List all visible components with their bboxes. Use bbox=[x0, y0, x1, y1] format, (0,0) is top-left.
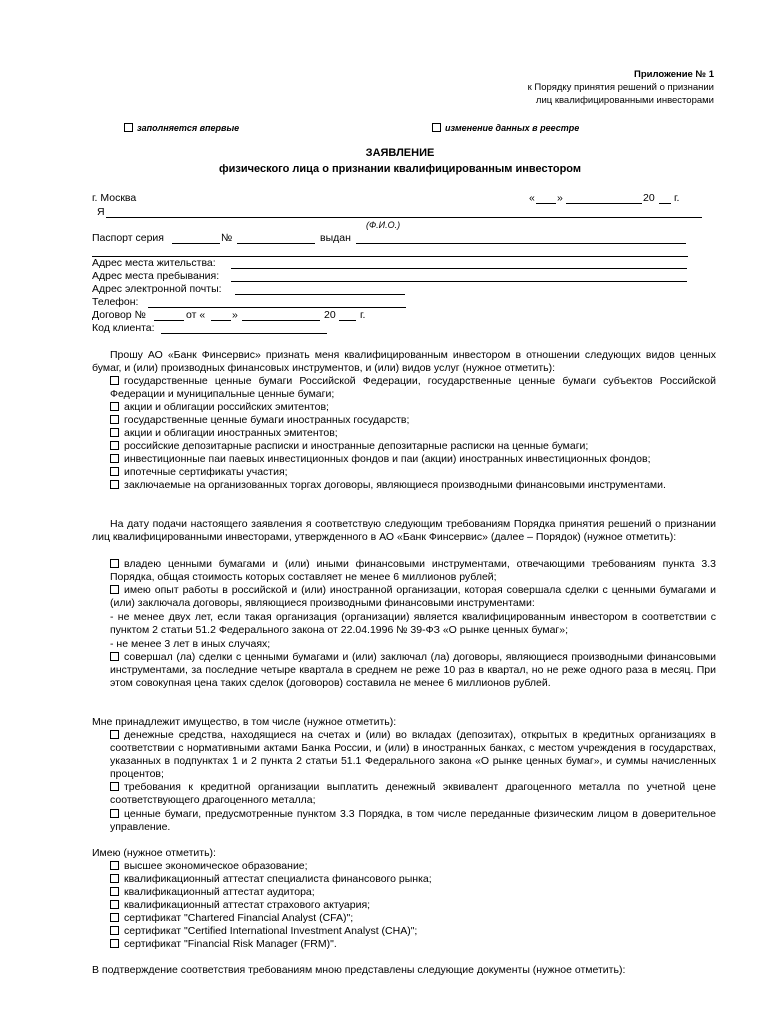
checkbox-icon[interactable] bbox=[110, 376, 119, 385]
section-3-item[interactable] bbox=[110, 781, 716, 807]
section-4-item-text: квалификационный аттестат аудитора; bbox=[124, 886, 315, 898]
stay-field[interactable] bbox=[231, 281, 687, 282]
checkbox-icon[interactable] bbox=[110, 559, 119, 568]
passport-number-field[interactable] bbox=[237, 243, 315, 244]
contract-day-field[interactable] bbox=[211, 320, 231, 321]
section-2-intro bbox=[92, 518, 716, 544]
section-5-intro-text: В подтверждение соответствия требованиям мною представлены следующие документы (нужное отметить): bbox=[92, 964, 626, 976]
check-first-time-label: заполняется впервые bbox=[137, 123, 240, 133]
section-2-item-text: имею опыт работы в российской и (или) иностранной организации, которая совершала сделки с ценными бумагами и (или) заключала договоры, являющиеся производными финансовыми инструментами: bbox=[110, 584, 716, 609]
date-year-suffix: г. bbox=[674, 192, 680, 204]
checkbox-icon[interactable] bbox=[110, 900, 119, 909]
section-4-item-text: сертификат "Certified International Investment Analyst (CHA)"; bbox=[124, 925, 418, 937]
section-4-item[interactable] bbox=[110, 912, 716, 925]
section-4-item-text: сертификат "Chartered Financial Analyst (CFA)"; bbox=[124, 912, 354, 924]
checkbox-icon[interactable] bbox=[110, 782, 119, 791]
checkbox-icon[interactable] bbox=[110, 415, 119, 424]
section-4-item-text: квалификационный аттестат страхового актуария; bbox=[124, 899, 371, 911]
passport-label: Паспорт серия bbox=[92, 232, 164, 244]
phone-label: Телефон: bbox=[92, 296, 139, 308]
checkbox-icon[interactable] bbox=[110, 652, 119, 661]
section-4-intro-text: Имею (нужное отметить): bbox=[92, 847, 216, 859]
section-4-item[interactable] bbox=[110, 873, 716, 886]
checkbox-icon[interactable] bbox=[110, 926, 119, 935]
contract-number-field[interactable] bbox=[154, 320, 184, 321]
section-1-item[interactable] bbox=[110, 453, 716, 466]
section-3-item-text: денежные средства, находящиеся на счетах и (или) во вкладах (депозитах), открытых в кредитных организациях в соответствии с нормативными актами Банка России, и (или) в иностранных банках, с местом учреждения в государствах, указанных в подпунктах 1 и 2 пункта 2 статьи 51.1 Федерального закона «О рынке ценных бумаг», и суммы начисленных процентов; bbox=[110, 729, 716, 780]
contract-close: » bbox=[232, 309, 238, 321]
email-label: Адрес электронной почты: bbox=[92, 283, 222, 295]
section-1-item[interactable] bbox=[110, 427, 716, 440]
section-3-item[interactable] bbox=[110, 729, 716, 781]
section-1-item-text: государственные ценные бумаги Российской Федерации, государственные ценные бумаги субъектов Российской Федерации и муниципальные ценные бумаги; bbox=[110, 375, 716, 400]
section-1-item-text: государственные ценные бумаги иностранных государств; bbox=[124, 414, 410, 426]
section-1-item-text: заключаемые на организованных торгах договоры, являющиеся производными финансовыми инструментами. bbox=[124, 479, 666, 491]
checkbox-icon[interactable] bbox=[124, 123, 133, 132]
section-4-item[interactable] bbox=[110, 899, 716, 912]
section-1-item[interactable] bbox=[110, 414, 716, 427]
section-4-item[interactable] bbox=[110, 886, 716, 899]
issued-field[interactable] bbox=[356, 243, 686, 244]
residence-label: Адрес места жительства: bbox=[92, 257, 216, 269]
section-3-item[interactable] bbox=[110, 808, 716, 834]
date-year-field[interactable] bbox=[659, 203, 671, 204]
section-4-item[interactable] bbox=[110, 860, 716, 873]
section-2-item-holdings[interactable] bbox=[110, 558, 716, 584]
checkbox-icon[interactable] bbox=[110, 913, 119, 922]
phone-field[interactable] bbox=[148, 307, 406, 308]
contract-from: от « bbox=[186, 309, 206, 321]
fio-hint: (Ф.И.О.) bbox=[366, 220, 401, 230]
checkbox-icon[interactable] bbox=[110, 402, 119, 411]
section-3-intro-text: Мне принадлежит имущество, в том числе (нужное отметить): bbox=[92, 716, 397, 728]
issued-label: выдан bbox=[320, 232, 351, 244]
checkbox-icon[interactable] bbox=[110, 585, 119, 594]
checkbox-icon[interactable] bbox=[110, 454, 119, 463]
section-1-item-text: российские депозитарные расписки и иностранные депозитарные расписки на ценные бумаги; bbox=[124, 440, 589, 452]
date-day-field[interactable] bbox=[536, 203, 556, 204]
section-1-item[interactable] bbox=[110, 466, 716, 479]
document-subtitle: физического лица о признании квалифицированным инвестором bbox=[218, 163, 582, 175]
section-1-item-text: акции и облигации российских эмитентов; bbox=[124, 401, 329, 413]
section-4-item-text: сертификат "Financial Risk Manager (FRM)". bbox=[124, 938, 337, 950]
checkbox-icon[interactable] bbox=[110, 441, 119, 450]
section-2-item-trades[interactable] bbox=[110, 651, 716, 690]
check-data-change-label: изменение данных в реестре bbox=[445, 123, 580, 133]
section-4-intro bbox=[92, 847, 716, 860]
section-1-item[interactable] bbox=[110, 479, 716, 492]
section-1-intro bbox=[92, 349, 716, 375]
contract-month-field[interactable] bbox=[242, 320, 320, 321]
contract-label: Договор № bbox=[92, 309, 146, 321]
document-title: ЗАЯВЛЕНИЕ bbox=[365, 147, 435, 159]
section-3-item-text: требования к кредитной организации выплатить денежный эквивалент драгоценного металла по учетной цене соответствующего драгоценного металла; bbox=[110, 781, 716, 806]
section-2-item-experience[interactable] bbox=[110, 584, 716, 610]
section-4-item-text: высшее экономическое образование; bbox=[124, 860, 308, 872]
section-2-item-text: владею ценными бумагами и (или) иными финансовыми инструментами, отвечающими требованиям пункта 3.3 Порядка, общая стоимость которых составляет не менее 6 миллионов рублей; bbox=[110, 558, 716, 583]
section-2-sub-1: - не менее двух лет, если такая организация (организации) является квалифицированным инвестором в соответствии с пунктом 2 статьи 51.2 Федерального закона от 22.04.1996 № 39-ФЗ «О рынке ценных бумаг»; bbox=[110, 611, 716, 636]
section-1-item[interactable] bbox=[110, 401, 716, 414]
email-field[interactable] bbox=[235, 294, 405, 295]
section-2-sub-2: - не менее 3 лет в иных случаях; bbox=[110, 638, 271, 650]
section-1-item-text: акции и облигации иностранных эмитентов; bbox=[124, 427, 338, 439]
checkbox-icon[interactable] bbox=[432, 123, 441, 132]
client-code-label: Код клиента: bbox=[92, 322, 155, 334]
passport-number-label: № bbox=[221, 232, 233, 244]
stay-label: Адрес места пребывания: bbox=[92, 270, 220, 282]
section-1-intro-text: Прошу АО «Банк Финсервис» признать меня квалифицированным инвестором в отношении следующих видов ценных бумаг, и (или) производных финансовых инструментов, и (или) видов услуг (нужное отметить): bbox=[92, 349, 716, 374]
checkbox-icon[interactable] bbox=[110, 939, 119, 948]
checkbox-icon[interactable] bbox=[110, 887, 119, 896]
section-1-item-text: ипотечные сертификаты участия; bbox=[124, 466, 288, 478]
contract-year-field[interactable] bbox=[339, 320, 356, 321]
section-1-item[interactable] bbox=[110, 440, 716, 453]
i-label: Я bbox=[97, 206, 105, 218]
passport-series-field[interactable] bbox=[172, 243, 220, 244]
section-2-intro-text: На дату подачи настоящего заявления я соответствую следующим требованиям Порядка принятия решений о признании лиц квалифицированными инвесторами, утвержденного в АО «Банк Финсервис» (далее – Порядок) (нужное отметить): bbox=[92, 518, 716, 543]
client-code-field[interactable] bbox=[161, 333, 327, 334]
checkbox-icon[interactable] bbox=[110, 480, 119, 489]
contract-year: 20 bbox=[324, 309, 336, 321]
section-3-item-text: ценные бумаги, предусмотренные пунктом 3.3 Порядка, в том числе переданные физическим лицом в доверительное управление. bbox=[110, 808, 716, 833]
checkbox-icon[interactable] bbox=[110, 874, 119, 883]
checkbox-icon[interactable] bbox=[110, 467, 119, 476]
contract-year-suffix: г. bbox=[360, 309, 366, 321]
section-4-item-text: квалификационный аттестат специалиста финансового рынка; bbox=[124, 873, 432, 885]
appendix-block bbox=[528, 68, 714, 107]
check-data-change[interactable] bbox=[432, 123, 579, 133]
check-first-time[interactable] bbox=[124, 123, 239, 133]
fio-field[interactable] bbox=[106, 217, 702, 218]
section-3-intro bbox=[92, 716, 716, 729]
section-4-item[interactable] bbox=[110, 925, 716, 938]
appendix-line-2: лиц квалифицированными инвесторами bbox=[535, 95, 714, 106]
section-5-intro bbox=[92, 964, 716, 977]
date-open: « bbox=[529, 192, 535, 204]
date-month-field[interactable] bbox=[566, 203, 642, 204]
checkbox-icon[interactable] bbox=[110, 809, 119, 818]
date-close: » bbox=[557, 192, 563, 204]
section-4-item[interactable] bbox=[110, 938, 716, 951]
checkbox-icon[interactable] bbox=[110, 861, 119, 870]
appendix-title: Приложение № 1 bbox=[634, 69, 714, 80]
city: г. Москва bbox=[92, 192, 137, 204]
section-1-item[interactable] bbox=[110, 375, 716, 401]
section-2-item-text: совершал (ла) сделки с ценными бумагами и (или) заключал (ла) договоры, являющиеся производными финансовыми инструментами, за последние четыре квартала в среднем не реже 10 раз в квартал, но не реже одного раза в месяц. При этом совокупная цена таких сделок (договоров) составила не менее 6 миллионов рублей. bbox=[110, 651, 716, 689]
residence-field[interactable] bbox=[231, 268, 687, 269]
checkbox-icon[interactable] bbox=[110, 428, 119, 437]
appendix-line-1: к Порядку принятия решений о признании bbox=[527, 82, 714, 93]
date-year-prefix: 20 bbox=[643, 192, 655, 204]
section-1-item-text: инвестиционные паи паевых инвестиционных фондов и паи (акции) иностранных инвестиционных фондов; bbox=[124, 453, 651, 465]
checkbox-icon[interactable] bbox=[110, 730, 119, 739]
